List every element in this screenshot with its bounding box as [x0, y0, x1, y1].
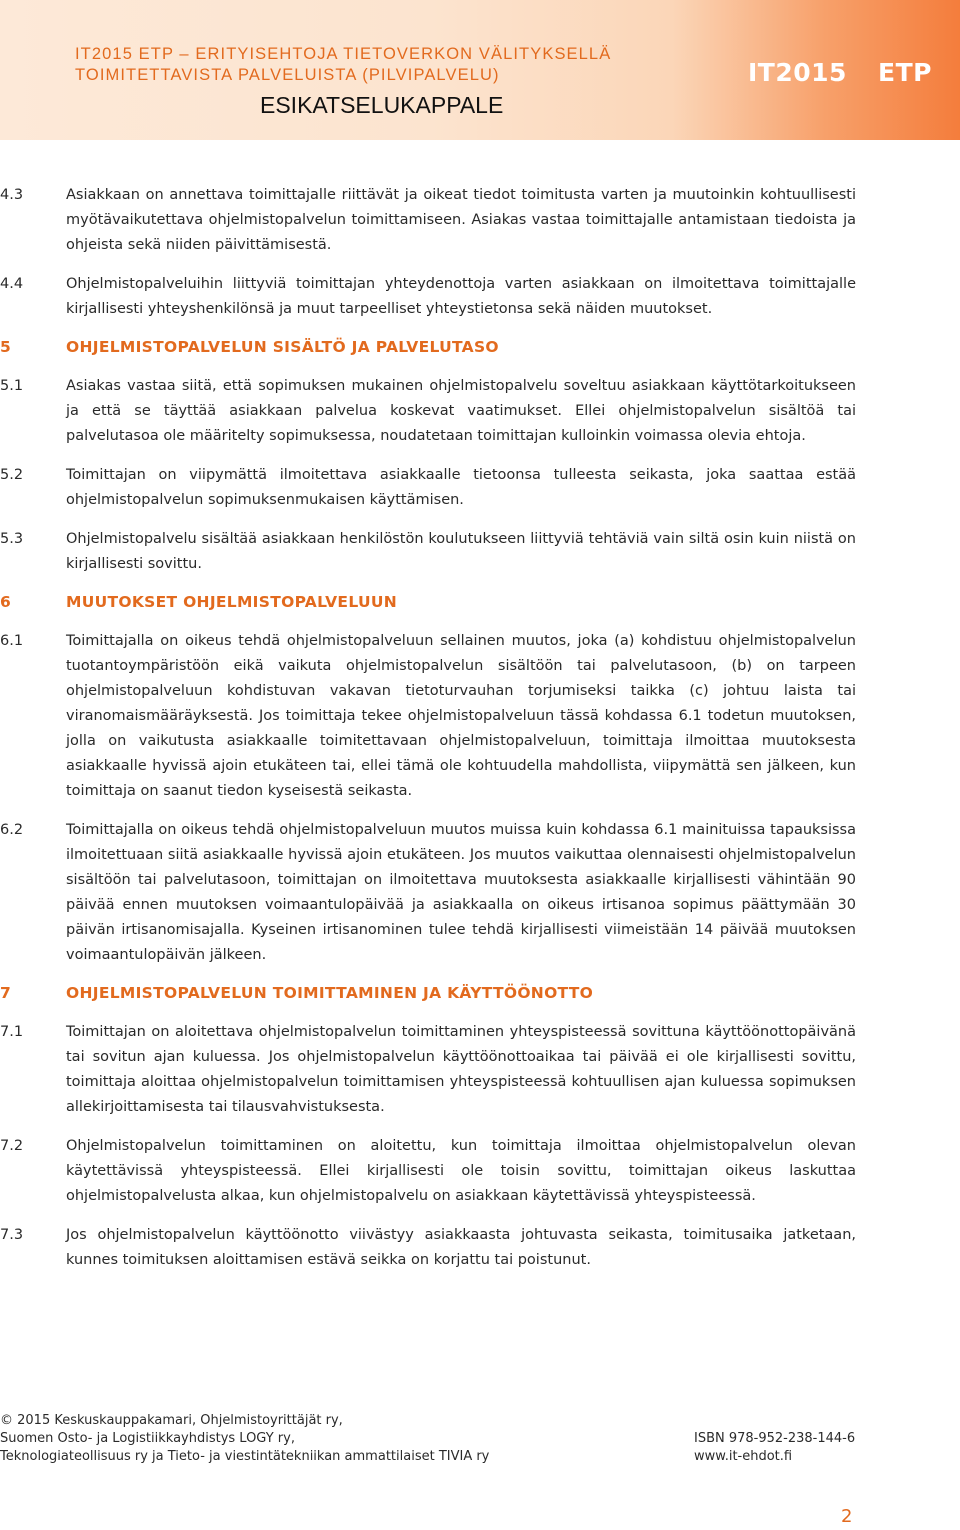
clause-text: Jos ohjelmistopalvelun käyttöönotto viivästyy asiakkaasta johtuvasta seikasta, toimitusaika jatketaan, kunnes toimituksen aloittamisen estävä seikka on korjattu tai poistunut. [66, 1227, 856, 1268]
clause-7-2 [0, 1134, 856, 1209]
footer-publication-info [694, 1430, 855, 1466]
brand-etp-logo: ETP [878, 58, 932, 87]
page-footer [0, 1412, 860, 1466]
preview-copy-label: ESIKATSELUKAPPALE [260, 92, 504, 118]
clause-6-1 [0, 629, 856, 804]
clause-text: Toimittajan on aloitettava ohjelmistopalvelun toimittaminen yhteyspisteessä sovittuna käyttöönottopäivänä tai sovitun ajan kuluessa. Jos ohjelmistopalvelun käyttöönottoaikaa tai päivää ei ole kirjallisesti sovittu, toimittaja aloittaa ohjelmistopalvelun toimittamisen yhteyspisteessä kohtuullisen ajan kuluessa sopimuksen allekirjoittamisesta tai tilausvahvistuksesta. [66, 1024, 856, 1115]
footer-isbn: ISBN 978-952-238-144-6 [694, 1431, 856, 1446]
clause-number: 6.1 [0, 633, 24, 649]
clause-5-3 [0, 527, 856, 577]
clause-4-4 [0, 272, 856, 322]
clause-number: 4.3 [0, 187, 24, 203]
section-title: MUUTOKSET OHJELMISTOPALVELUUN [66, 593, 397, 611]
section-number: 5 [0, 338, 12, 356]
clause-number: 6.2 [0, 822, 24, 838]
clause-text: Asiakas vastaa siitä, että sopimuksen mukainen ohjelmistopalvelu soveltuu asiakkaan käyttötarkoitukseen ja että se täyttää asiakkaan palvelua koskevat vaatimukset. Ellei ohjelmistopalvelun sisältöä tai palvelutasoa ole määritelty sopimuksessa, noudatetaan toimittajan kulloinkin voimassa olevia ehtoja. [66, 378, 856, 444]
clause-number: 7.1 [0, 1024, 24, 1040]
clause-text: Ohjelmistopalvelun toimittaminen on aloitettu, kun toimittaja ilmoittaa ohjelmistopalvelun olevan käytettävissä yhteyspisteessä. Ellei kirjallisesti ole toisin sovittu, toimittajan oikeus laskuttaa ohjelmistopalvelusta alkaa, kun ohjelmistopalvelu on asiakkaan käytettävissä yhteyspisteessä. [66, 1138, 856, 1204]
document-title [75, 44, 611, 86]
clause-4-3 [0, 183, 856, 258]
document-title-line1: IT2015 ETP – ERITYISEHTOJA TIETOVERKON VÄLITYKSELLÄ [75, 45, 612, 63]
document-title-line2: TOIMITETTAVISTA PALVELUISTA (PILVIPALVELU) [75, 66, 500, 84]
footer-website-link[interactable]: www.it-ehdot.fi [694, 1449, 793, 1464]
clause-5-2 [0, 463, 856, 513]
section-number: 7 [0, 984, 12, 1002]
section-title: OHJELMISTOPALVELUN TOIMITTAMINEN JA KÄYTTÖÖNOTTO [66, 984, 594, 1002]
clause-number: 5.2 [0, 467, 24, 483]
section-heading-6 [0, 591, 960, 613]
clause-number: 7.2 [0, 1138, 24, 1154]
footer-line: Teknologiateollisuus ry ja Tieto- ja viestintätekniikan ammattilaiset TIVIA ry [0, 1449, 490, 1464]
document-body [0, 183, 960, 1287]
clause-number: 5.3 [0, 531, 24, 547]
section-title: OHJELMISTOPALVELUN SISÄLTÖ JA PALVELUTASO [66, 338, 499, 356]
section-heading-5 [0, 336, 960, 358]
clause-7-1 [0, 1020, 856, 1120]
page-number: 2 [841, 1506, 853, 1527]
clause-text: Toimittajan on viipymättä ilmoitettava asiakkaalle tietoonsa tulleesta seikasta, joka saattaa estää ohjelmistopalvelun sopimuksenmukaisen käyttämisen. [66, 467, 856, 508]
clause-text: Ohjelmistopalvelu sisältää asiakkaan henkilöstön koulutukseen liittyviä tehtäviä vain siltä osin kuin niistä on kirjallisesti sovittu. [66, 531, 856, 572]
brand-it2015-logo: IT2015 [748, 58, 847, 87]
section-number: 6 [0, 593, 12, 611]
clause-text: Toimittajalla on oikeus tehdä ohjelmistopalveluun muutos muissa kuin kohdassa 6.1 mainituissa tapauksissa ilmoitettuaan siitä asiakkaalle hyvissä ajoin etukäteen. Jos muutos vaikuttaa olennaisesti ohjelmistopalvelun sisältöön tai palvelutasoon, toimittajan on ilmoitettava muutoksesta asiakkaalle kirjallisesti vähintään 90 päivää ennen muutoksen voimaantulopäivää ja asiakkaalla on oikeus irtisanoa sopimus päättymään 30 päivän irtisanomisajalla. Kyseinen irtisanominen tulee tehdä kirjallisesti viimeistään 14 päivää muutoksen voimaantulopäivän jälkeen. [66, 822, 856, 963]
clause-7-3 [0, 1223, 856, 1273]
section-heading-7 [0, 982, 960, 1004]
clause-number: 4.4 [0, 276, 24, 292]
footer-line: © 2015 Keskuskauppakamari, Ohjelmistoyrittäjät ry, [0, 1413, 343, 1428]
clause-6-2 [0, 818, 856, 968]
clause-text: Asiakkaan on annettava toimittajalle riittävät ja oikeat tiedot toimitusta varten ja muutoinkin kohtuullisesti myötävaikutettava ohjelmistopalvelun toimittamiseen. Asiakas vastaa toimittajalle antamistaan tiedoista ja ohjeista sekä niiden päivittämisestä. [66, 187, 856, 253]
clause-text: Ohjelmistopalveluihin liittyviä toimittajan yhteydenottoja varten asiakkaan on ilmoitettava toimittajalle kirjallisesti yhteyshenkilönsä ja muut tarpeelliset yhteystietonsa sekä näiden muutokset. [66, 276, 856, 317]
clause-number: 7.3 [0, 1227, 24, 1243]
footer-line: Suomen Osto- ja Logistiikkayhdistys LOGY ry, [0, 1431, 295, 1446]
clause-number: 5.1 [0, 378, 24, 394]
clause-text: Toimittajalla on oikeus tehdä ohjelmistopalveluun sellainen muutos, joka (a) kohdistuu ohjelmistopalvelun tuotantoympäristöön eikä vaikuta ohjelmistopalvelun sisältöön tai palvelutasoon, (b) on tarpeen ohjelmistopalveluun kohdistuvan vakavan tietoturvauhan torjumiseksi taikka (c) johtuu laista tai viranomaismääräyksestä. Jos toimittaja tekee ohjelmistopalveluun tässä kohdassa 6.1 todetun muutoksen, jolla on vaikutusta asiakkaalle toimitettavaan ohjelmistopalveluun, toimittaja ilmoittaa muutoksesta asiakkaalle hyvissä ajoin etukäteen tai, ellei tämä ole kohtuudella mahdollista, viipymättä sen jälkeen, kun toimittaja on saanut tiedon kyseisestä seikasta. [66, 633, 856, 799]
clause-5-1 [0, 374, 856, 449]
